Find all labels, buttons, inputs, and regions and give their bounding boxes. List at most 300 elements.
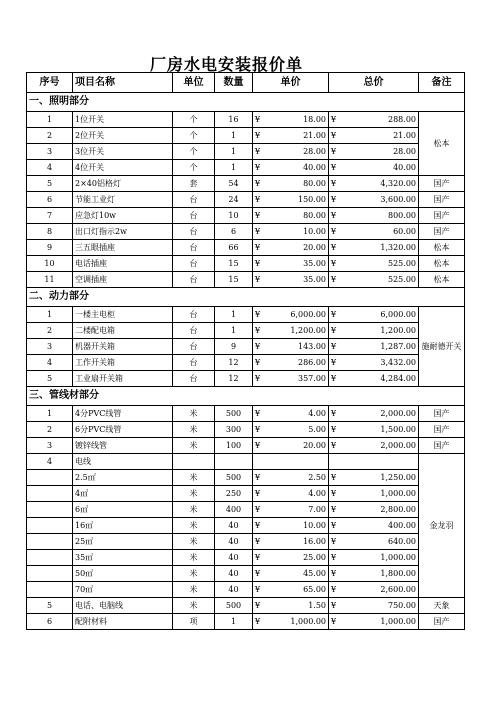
price-value: 18.00 xyxy=(303,115,326,124)
cell-qty: 40 xyxy=(215,550,253,566)
cell-unit: 米 xyxy=(173,406,215,422)
total-wrap xyxy=(331,502,416,517)
cell-qty: 400 xyxy=(215,502,253,518)
total-wrap xyxy=(331,598,416,613)
currency-symbol: ¥ xyxy=(255,211,261,220)
price-value: 20.00 xyxy=(303,441,326,450)
price-wrap xyxy=(255,128,326,143)
cell-qty: 500 xyxy=(215,406,253,422)
cell-total xyxy=(329,339,419,355)
cell-note: 国产 xyxy=(419,208,465,224)
cell-total xyxy=(329,176,419,192)
price-wrap xyxy=(255,112,326,127)
cell-name: 二楼配电箱 xyxy=(73,323,173,339)
total-value: 1,287.00 xyxy=(380,342,416,351)
cell-note: 松本 xyxy=(419,112,465,176)
currency-symbol: ¥ xyxy=(331,585,337,594)
price-value: 80.00 xyxy=(303,179,326,188)
total-value: 28.00 xyxy=(393,147,416,156)
currency-symbol: ¥ xyxy=(331,195,337,204)
cell-unit: 台 xyxy=(173,256,215,272)
cell-name: 2.5㎡ xyxy=(73,470,173,486)
price-wrap xyxy=(255,422,326,437)
cell-total xyxy=(329,144,419,160)
table-row xyxy=(27,240,465,256)
price-value: 28.00 xyxy=(303,147,326,156)
currency-symbol: ¥ xyxy=(331,115,337,124)
cell-total xyxy=(329,598,419,614)
total-wrap xyxy=(331,550,416,565)
total-value: 2,600.00 xyxy=(380,585,416,594)
cell-name: 2位开关 xyxy=(73,128,173,144)
header-name: 项目名称 xyxy=(73,73,173,93)
currency-symbol: ¥ xyxy=(255,310,261,319)
cell-no: 5 xyxy=(27,176,73,192)
cell-price xyxy=(253,454,329,470)
cell-qty: 500 xyxy=(215,470,253,486)
table-row xyxy=(27,406,465,422)
cell-qty: 1 xyxy=(215,160,253,176)
total-wrap xyxy=(331,518,416,533)
table-row xyxy=(27,208,465,224)
cell-price xyxy=(253,355,329,371)
currency-symbol: ¥ xyxy=(331,489,337,498)
total-wrap xyxy=(331,176,416,191)
price-value: 2.50 xyxy=(308,473,326,482)
cell-unit: 台 xyxy=(173,272,215,288)
total-value: 1,800.00 xyxy=(380,569,416,578)
cell-name: 节能工业灯 xyxy=(73,192,173,208)
cell-price xyxy=(253,422,329,438)
currency-symbol: ¥ xyxy=(331,163,337,172)
table-row xyxy=(27,224,465,240)
total-value: 525.00 xyxy=(388,259,416,268)
table-row xyxy=(27,614,465,630)
price-value: 65.00 xyxy=(303,585,326,594)
cell-name: 6分PVC线管 xyxy=(73,422,173,438)
cell-note: 国产 xyxy=(419,438,465,454)
cell-qty: 54 xyxy=(215,176,253,192)
currency-symbol: ¥ xyxy=(331,521,337,530)
cell-qty: 24 xyxy=(215,192,253,208)
cell-price xyxy=(253,534,329,550)
table-row xyxy=(27,371,465,387)
cell-total xyxy=(329,566,419,582)
cell-no: 8 xyxy=(27,224,73,240)
currency-symbol: ¥ xyxy=(255,521,261,530)
currency-symbol: ¥ xyxy=(255,147,261,156)
cell-name: 机器开关箱 xyxy=(73,339,173,355)
price-wrap xyxy=(255,486,326,501)
cell-note: 松本 xyxy=(419,272,465,288)
cell-name: 镀锌线管 xyxy=(73,438,173,454)
price-wrap xyxy=(255,272,326,287)
cell-total xyxy=(329,454,419,470)
price-wrap xyxy=(255,355,326,370)
total-wrap xyxy=(331,208,416,223)
currency-symbol: ¥ xyxy=(255,505,261,514)
quote-table xyxy=(26,72,465,630)
cell-name: 配附材料 xyxy=(73,614,173,630)
header-total: 总价 xyxy=(329,73,419,93)
price-wrap xyxy=(255,566,326,581)
cell-name: 三五眼插座 xyxy=(73,240,173,256)
cell-total xyxy=(329,208,419,224)
cell-no: 4 xyxy=(27,454,73,470)
total-wrap xyxy=(331,307,416,322)
currency-symbol: ¥ xyxy=(331,310,337,319)
cell-price xyxy=(253,550,329,566)
cell-no: 9 xyxy=(27,240,73,256)
currency-symbol: ¥ xyxy=(255,326,261,335)
currency-symbol: ¥ xyxy=(255,489,261,498)
cell-total xyxy=(329,272,419,288)
cell-total xyxy=(329,422,419,438)
currency-symbol: ¥ xyxy=(331,227,337,236)
price-value: 80.00 xyxy=(303,211,326,220)
total-value: 4,284.00 xyxy=(380,374,416,383)
cell-name: 电线 xyxy=(73,454,173,470)
cell-total xyxy=(329,160,419,176)
price-wrap xyxy=(255,208,326,223)
cell-qty: 300 xyxy=(215,422,253,438)
cell-note: 金龙羽 xyxy=(419,454,465,598)
cell-unit xyxy=(173,454,215,470)
cell-price xyxy=(253,128,329,144)
cell-note: 国产 xyxy=(419,422,465,438)
currency-symbol: ¥ xyxy=(331,617,337,626)
currency-symbol: ¥ xyxy=(331,131,337,140)
cell-price xyxy=(253,438,329,454)
cell-no: 3 xyxy=(27,438,73,454)
currency-symbol: ¥ xyxy=(331,409,337,418)
price-value: 10.00 xyxy=(303,521,326,530)
total-wrap xyxy=(331,406,416,421)
cell-unit: 米 xyxy=(173,502,215,518)
cell-unit: 米 xyxy=(173,438,215,454)
cell-total xyxy=(329,371,419,387)
total-value: 2,800.00 xyxy=(380,505,416,514)
cell-unit: 米 xyxy=(173,598,215,614)
currency-symbol: ¥ xyxy=(255,227,261,236)
cell-price xyxy=(253,112,329,128)
cell-no xyxy=(27,550,73,566)
price-wrap xyxy=(255,614,326,629)
cell-price xyxy=(253,598,329,614)
cell-no xyxy=(27,486,73,502)
price-value: 1.50 xyxy=(308,601,326,610)
cell-name: 4位开关 xyxy=(73,160,173,176)
cell-total xyxy=(329,323,419,339)
price-value: 357.00 xyxy=(298,374,326,383)
price-wrap xyxy=(255,550,326,565)
cell-note: 天象 xyxy=(419,598,465,614)
cell-note: 施耐德开关 xyxy=(419,307,465,387)
currency-symbol: ¥ xyxy=(255,115,261,124)
cell-unit: 台 xyxy=(173,208,215,224)
price-value: 35.00 xyxy=(303,275,326,284)
price-value: 143.00 xyxy=(298,342,326,351)
total-wrap xyxy=(331,614,416,629)
total-wrap xyxy=(331,112,416,127)
total-value: 21.00 xyxy=(393,131,416,140)
cell-unit: 个 xyxy=(173,144,215,160)
price-value: 10.00 xyxy=(303,227,326,236)
cell-note: 国产 xyxy=(419,176,465,192)
price-wrap xyxy=(255,470,326,485)
header-no: 序号 xyxy=(27,73,73,93)
total-wrap xyxy=(331,240,416,255)
cell-qty: 15 xyxy=(215,256,253,272)
cell-no xyxy=(27,566,73,582)
table-row xyxy=(27,486,465,502)
cell-price xyxy=(253,240,329,256)
price-value: 25.00 xyxy=(303,553,326,562)
cell-qty: 15 xyxy=(215,272,253,288)
total-value: 3,600.00 xyxy=(380,195,416,204)
table-row xyxy=(27,272,465,288)
cell-no: 2 xyxy=(27,128,73,144)
total-wrap xyxy=(331,422,416,437)
total-wrap xyxy=(331,438,416,453)
cell-price xyxy=(253,144,329,160)
price-value: 4.00 xyxy=(308,409,326,418)
price-wrap xyxy=(255,307,326,322)
cell-no xyxy=(27,518,73,534)
total-value: 1,000.00 xyxy=(380,617,416,626)
total-value: 2,000.00 xyxy=(380,441,416,450)
total-value: 800.00 xyxy=(388,211,416,220)
total-wrap xyxy=(331,339,416,354)
cell-price xyxy=(253,566,329,582)
cell-price xyxy=(253,272,329,288)
total-wrap xyxy=(331,224,416,239)
cell-qty: 12 xyxy=(215,355,253,371)
total-value: 1,200.00 xyxy=(380,326,416,335)
cell-unit: 米 xyxy=(173,486,215,502)
currency-symbol: ¥ xyxy=(255,275,261,284)
total-wrap xyxy=(331,144,416,159)
cell-unit: 台 xyxy=(173,323,215,339)
header-qty: 数量 xyxy=(215,73,253,93)
cell-name: 工作开关箱 xyxy=(73,355,173,371)
cell-no: 6 xyxy=(27,614,73,630)
cell-total xyxy=(329,256,419,272)
price-wrap xyxy=(255,176,326,191)
cell-price xyxy=(253,406,329,422)
cell-unit: 米 xyxy=(173,582,215,598)
price-value: 1,000.00 xyxy=(290,617,326,626)
price-wrap xyxy=(255,323,326,338)
cell-qty: 6 xyxy=(215,224,253,240)
cell-price xyxy=(253,208,329,224)
currency-symbol: ¥ xyxy=(331,473,337,482)
price-value: 20.00 xyxy=(303,243,326,252)
cell-no xyxy=(27,582,73,598)
cell-total xyxy=(329,406,419,422)
cell-total xyxy=(329,112,419,128)
total-wrap xyxy=(331,323,416,338)
cell-note: 松本 xyxy=(419,256,465,272)
total-value: 1,000.00 xyxy=(380,489,416,498)
total-value: 288.00 xyxy=(388,115,416,124)
cell-qty: 16 xyxy=(215,112,253,128)
price-value: 4.00 xyxy=(308,489,326,498)
cell-unit: 米 xyxy=(173,470,215,486)
currency-symbol: ¥ xyxy=(331,275,337,284)
cell-unit: 套 xyxy=(173,176,215,192)
total-wrap xyxy=(331,160,416,175)
price-wrap xyxy=(255,256,326,271)
table-row xyxy=(27,256,465,272)
cell-no xyxy=(27,502,73,518)
cell-unit: 个 xyxy=(173,160,215,176)
cell-no: 11 xyxy=(27,272,73,288)
header-price: 单价 xyxy=(253,73,329,93)
total-value: 640.00 xyxy=(388,537,416,546)
cell-no: 1 xyxy=(27,406,73,422)
price-wrap xyxy=(255,160,326,175)
cell-note: 国产 xyxy=(419,406,465,422)
cell-unit: 个 xyxy=(173,128,215,144)
currency-symbol: ¥ xyxy=(255,243,261,252)
table-row xyxy=(27,582,465,598)
cell-price xyxy=(253,307,329,323)
cell-name: 3位开关 xyxy=(73,144,173,160)
cell-no: 10 xyxy=(27,256,73,272)
cell-name: 2×40铝格灯 xyxy=(73,176,173,192)
cell-price xyxy=(253,486,329,502)
cell-no: 4 xyxy=(27,160,73,176)
cell-qty: 1 xyxy=(215,323,253,339)
cell-no: 5 xyxy=(27,598,73,614)
currency-symbol: ¥ xyxy=(331,537,337,546)
currency-symbol: ¥ xyxy=(255,409,261,418)
currency-symbol: ¥ xyxy=(331,374,337,383)
cell-qty: 1 xyxy=(215,128,253,144)
cell-no: 1 xyxy=(27,112,73,128)
cell-no xyxy=(27,534,73,550)
currency-symbol: ¥ xyxy=(255,342,261,351)
table-row xyxy=(27,566,465,582)
cell-price xyxy=(253,256,329,272)
cell-unit: 台 xyxy=(173,339,215,355)
currency-symbol: ¥ xyxy=(331,147,337,156)
total-value: 2,000.00 xyxy=(380,409,416,418)
cell-total xyxy=(329,307,419,323)
total-value: 40.00 xyxy=(393,163,416,172)
cell-total xyxy=(329,534,419,550)
section-row xyxy=(27,288,465,307)
total-wrap xyxy=(331,272,416,287)
cell-price xyxy=(253,176,329,192)
page-title: 厂房水电安装报价单 xyxy=(150,55,304,74)
currency-symbol: ¥ xyxy=(255,569,261,578)
currency-symbol: ¥ xyxy=(331,505,337,514)
cell-qty: 100 xyxy=(215,438,253,454)
cell-price xyxy=(253,339,329,355)
table-row xyxy=(27,470,465,486)
cell-qty: 1 xyxy=(215,307,253,323)
price-value: 21.00 xyxy=(303,131,326,140)
currency-symbol: ¥ xyxy=(331,601,337,610)
currency-symbol: ¥ xyxy=(255,179,261,188)
cell-qty: 9 xyxy=(215,339,253,355)
price-wrap xyxy=(255,339,326,354)
total-wrap xyxy=(331,371,416,386)
total-value: 1,250.00 xyxy=(380,473,416,482)
total-value: 400.00 xyxy=(388,521,416,530)
currency-symbol: ¥ xyxy=(331,326,337,335)
price-wrap xyxy=(255,224,326,239)
currency-symbol: ¥ xyxy=(331,342,337,351)
cell-name: 出口灯指示2w xyxy=(73,224,173,240)
cell-no: 2 xyxy=(27,422,73,438)
currency-symbol: ¥ xyxy=(331,569,337,578)
currency-symbol: ¥ xyxy=(255,163,261,172)
table-row xyxy=(27,323,465,339)
price-value: 150.00 xyxy=(298,195,326,204)
cell-name: 空调插座 xyxy=(73,272,173,288)
cell-price xyxy=(253,192,329,208)
cell-total xyxy=(329,355,419,371)
cell-total xyxy=(329,240,419,256)
cell-price xyxy=(253,323,329,339)
price-wrap xyxy=(255,371,326,386)
cell-name: 应急灯10w xyxy=(73,208,173,224)
table-row xyxy=(27,598,465,614)
price-value: 6,000.00 xyxy=(290,310,326,319)
cell-no: 5 xyxy=(27,371,73,387)
cell-price xyxy=(253,582,329,598)
cell-unit: 台 xyxy=(173,371,215,387)
total-value: 1,000.00 xyxy=(380,553,416,562)
currency-symbol: ¥ xyxy=(255,537,261,546)
currency-symbol: ¥ xyxy=(331,179,337,188)
cell-no: 3 xyxy=(27,144,73,160)
cell-unit: 米 xyxy=(173,566,215,582)
section-title: 一、照明部分 xyxy=(27,93,465,112)
currency-symbol: ¥ xyxy=(255,553,261,562)
total-wrap xyxy=(331,582,416,597)
section-row xyxy=(27,93,465,112)
cell-qty: 40 xyxy=(215,518,253,534)
price-wrap xyxy=(255,240,326,255)
cell-qty: 1 xyxy=(215,614,253,630)
total-value: 1,320.00 xyxy=(380,243,416,252)
cell-name: 70㎡ xyxy=(73,582,173,598)
currency-symbol: ¥ xyxy=(331,259,337,268)
cell-qty: 250 xyxy=(215,486,253,502)
table-row xyxy=(27,550,465,566)
total-value: 6,000.00 xyxy=(380,310,416,319)
table-row xyxy=(27,128,465,144)
cell-unit: 台 xyxy=(173,307,215,323)
currency-symbol: ¥ xyxy=(255,601,261,610)
cell-unit: 个 xyxy=(173,112,215,128)
table-row xyxy=(27,307,465,323)
price-value: 7.00 xyxy=(308,505,326,514)
price-value: 35.00 xyxy=(303,259,326,268)
cell-name: 25㎡ xyxy=(73,534,173,550)
cell-unit: 米 xyxy=(173,422,215,438)
price-wrap xyxy=(255,598,326,613)
table-row xyxy=(27,339,465,355)
currency-symbol: ¥ xyxy=(331,553,337,562)
table-row xyxy=(27,502,465,518)
price-value: 1,200.00 xyxy=(290,326,326,335)
section-title: 三、管线材部分 xyxy=(27,387,465,406)
